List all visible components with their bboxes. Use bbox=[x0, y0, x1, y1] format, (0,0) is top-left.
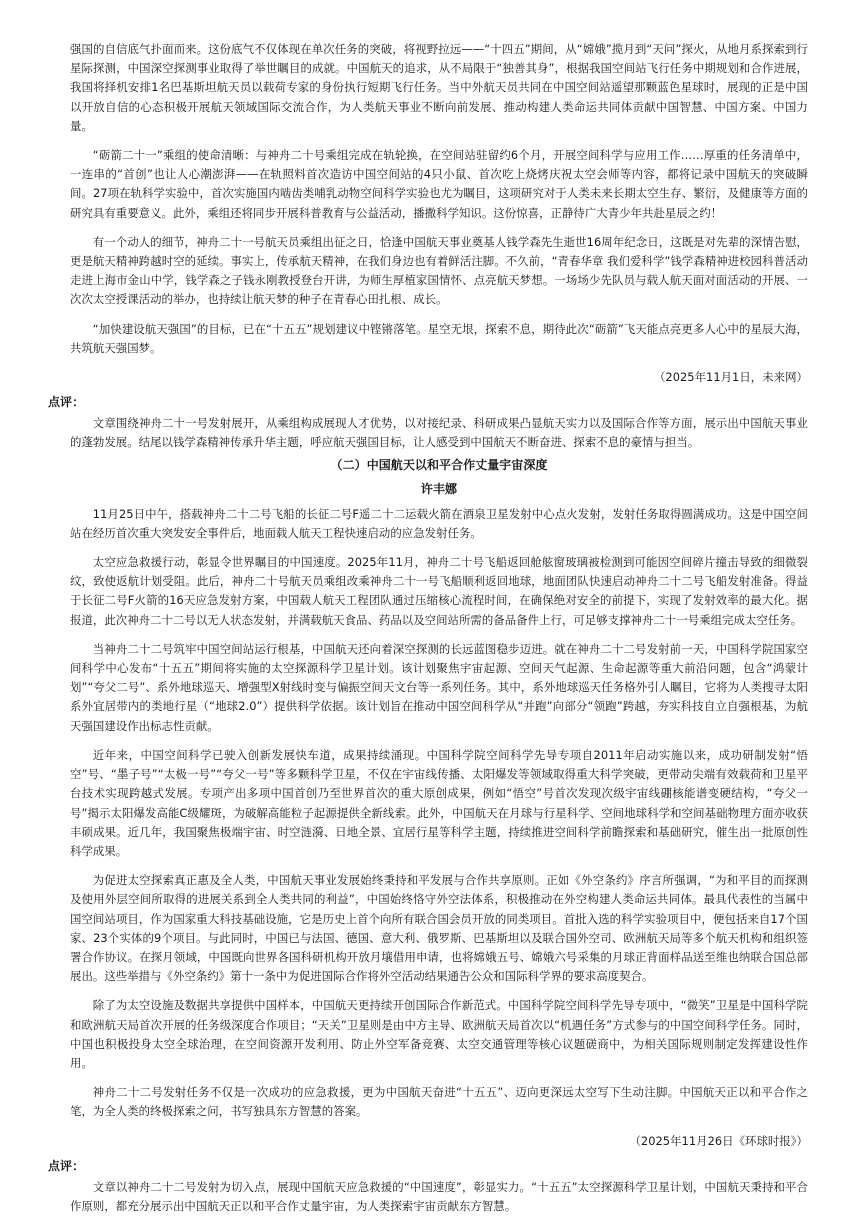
article1-comment-label: 点评： bbox=[48, 395, 85, 410]
article1-comment: 文章围绕神舟二十一号发射展开，从乘组构成展现人才优势，以对接纪录、科研成果凸显航天实力以及国际合作等方面，展示出中国航天事业的蓬勃发展。结尾以钱学森精神传承升华主题，呼应航天强国目标，让人感受到中国航天不断奋进、探索不息的豪情与担当。 bbox=[70, 416, 808, 450]
article1-paragraph-1: 强国的自信底气扑面而来。这份底气不仅体现在单次任务的突破，将视野拉远——“十四五”期间，从“嫦娥”揽月到“天问”探火，从地月系探索到行星际探测，中国深空探测事业取得了举世瞩目的成就。中国航天的追求，从不局限于“独善其身”，根据我国空间站飞行任务中期规划和合作进展，我国将择机安排1名巴基斯坦航天员以载荷专家的身份执行短期飞行任务。当中外航天员共同在中国空间站遥望那颗蓝色星球时，展现的正是中国以开放自信的心态积极开展航天领域国际交流合作，为人类航天事业不断向前发展、推动构建人类命运共同体贡献中国智慧、中国方案、中国力量。 bbox=[70, 42, 808, 133]
article2-paragraph-2: 太空应急救援行动，彰显令世界瞩目的中国速度。2025年11月，神舟二十号飞船返回舱舷窗玻璃被检测到可能因空间碎片撞击导致的细微裂纹，致使返航计划受阻。此后，神舟二十号航天员乘组改乘神舟二十一号飞船顺利返回地球，地面团队快速启动神舟二十二号飞船发射准备。得益于长征二号F火箭的16天应急发射方案，中国载人航天工程团队通过压缩核心流程时间，在确保绝对安全的前提下，实现了发射效率的最大化。据报道，此次神舟二十二号以无人状态发射，并满载航天食品、药品以及空间站所需的备品备件上行，可足够支撑神舟二十一号乘组完成太空任务。 bbox=[70, 555, 808, 627]
article2-paragraph-7: 神舟二十二号发射任务不仅是一次成功的应急救援，更为中国航天奋进“十五五”、迈向更深远太空写下生动注脚。中国航天正以和平合作之笔，为全人类的终极探索之问，书写独具东方智慧的答案。 bbox=[70, 1085, 808, 1119]
article1-paragraph-2: “砺箭二十一”乘组的使命清晰：与神舟二十号乘组完成在轨轮换，在空间站驻留约6个月，开展空间科学与应用工作……厚重的任务清单中，一连串的“首创”也让人心潮澎湃——在轨照料首次造访中国空间站的4只小鼠、首次吃上烧烤庆祝太空会师等内容，都将记录中国航天的突破瞬间。27项在轨科学实验中，首次实施国内啮齿类哺乳动物空间科学实验也尤为瞩目，这项研究对于人类未来长期太空生存、繁衍，及健康等方面的研究具有重要意义。此外，乘组还将同步开展科普教育与公益活动，播撒科学知识。这份惊喜，正静待广大青少年共赴星辰之约！ bbox=[70, 148, 808, 220]
article1-paragraph-4: “加快建设航天强国”的目标，已在“十五五”规划建议中铿锵落笔。星空无垠，探索不息，期待此次“砺箭”飞天能点亮更多人心中的星辰大海，共筑航天强国梦。 bbox=[70, 321, 808, 355]
article2-paragraph-1: 11月25日中午，搭载神舟二十二号飞船的长征二号F遥二十二运载火箭在酒泉卫星发射中心点火发射，发射任务取得圆满成功。这是中国空间站在经历首次重大突发安全事件后，地面载人航天工程快速启动的应急发射任务。 bbox=[70, 506, 808, 540]
article-section-2 bbox=[48, 455, 808, 1217]
article2-paragraph-6: 除了为太空设施及数据共享提供中国样本，中国航天更持续开创国际合作新范式。中国科学院空间科学先导专项中，“微笑”卫星是中国科学院和欧洲航天局首次开展的任务级深度合作项目；“天关”卫星则是由中方主导、欧洲航天局首次以“机遇任务”方式参与的中国空间科学任务。同时，中国也积极投身太空全球治理，在空间资源开发利用、防止外空军备竞赛、太空交通管理等核心议题磋商中，为相关国际规则制定发挥建设性作用。 bbox=[70, 998, 808, 1070]
article2-source: （2025年11月26日《环球时报》） bbox=[629, 1133, 808, 1148]
article1-paragraph-3: 有一个动人的细节，神舟二十一号航天员乘组出征之日，恰逢中国航天事业奠基人钱学森先生逝世16周年纪念日，这既是对先辈的深情告慰，更是航天精神跨越时空的延续。事实上，传承航天精神，在我们身边也有着鲜活注脚。不久前，“青春华章 我们爱科学”钱学森精神进校园科普活动走进上海市金山中学，钱学森之子钱永刚教授登台开讲，为师生厚植家国情怀、点亮航天梦想。一场场少先队员与载人航天面对面活动的开展、一次次太空授课活动的举办，也持续让航天梦的种子在青春心田扎根、成长。 bbox=[70, 234, 808, 307]
article2-author: 许丰娜 bbox=[420, 481, 458, 496]
article1-source: （2025年11月1日，未来网） bbox=[653, 370, 808, 385]
article-section-1 bbox=[48, 40, 808, 453]
article2-title: （二）中国航天以和平合作丈量宇宙深度 bbox=[330, 457, 548, 472]
article2-comment: 文章以神舟二十二号发射为切入点，展现中国航天应急救援的“中国速度”，彰显实力。“十五五”太空探源科学卫星计划，中国航天秉持和平合作原则，都充分展示出中国航天正以和平合作丈量宇宙，为人类探索宇宙贡献东方智慧。 bbox=[70, 1179, 808, 1213]
article2-paragraph-5: 为促进太空探索真正惠及全人类，中国航天事业发展始终秉持和平发展与合作共享原则。正如《外空条约》序言所强调，“为和平目的而探测及使用外层空间所取得的进展关系到全人类共同的利益”，中国始终恪守外空法体系，积极推动在外空构建人类命运共同体。最具代表性的当属中国空间站项目，作为国家重大科技基础设施，它是历史上首个向所有联合国会员开放的同类项目。首批入选的科学实验项目中，便包括来自17个国家、23个实体的9个项目。与此同时，中国已与法国、德国、意大利、俄罗斯、巴基斯坦以及联合国外空司、欧洲航天局等多个航天机构和组织签署合作协议。在探月领域，中国既向世界各国科研机构开放月壤借用申请，也将嫦娥五号、嫦娥六号采集的月球正背面样品送至维也纳联合国总部展出。这些举措与《外空条约》第十一条中为促进国际合作将外空活动结果通告公众和国际科学界的要求高度契合。 bbox=[70, 873, 808, 984]
article2-comment-label: 点评： bbox=[48, 1158, 85, 1173]
article2-paragraph-4: 近年来，中国空间科学已驶入创新发展快车道，成果持续涌现。中国科学院空间科学先导专项自2011年启动实施以来，成功研制发射“悟空”号、“墨子号”“太极一号”“夸父一号”等多颗科学卫星，不仅在宇宙线传播、太阳爆发等领域取得重大科学突破，更带动尖端有效载荷和卫星平台技术实现跨越式发展。专项产出多项中国首创乃至世界首次的重大原创成果，例如“悟空”号首次发现次级宇宙线硼核能谱变硬结构，“夸父一号”揭示太阳爆发高能C级耀斑，为破解高能粒子起源提供全新线索。此外，中国航天在月球与行星科学、空间地球科学和空间基础物理方面亦收获丰硕成果。近几年，我国聚焦极端宇宙、时空涟漪、日地全景、宜居行星等科学主题，持续推进空间科学前瞻探索和基础研究，催生出一批原创性科学成果。 bbox=[70, 747, 808, 858]
article2-paragraph-3: 当神舟二十二号筑牢中国空间站运行根基，中国航天还向着深空探测的长远蓝图稳步迈进。就在神舟二十二号发射前一天，中国科学院国家空间科学中心发布“十五五”期间将实施的太空探源科学卫星计划。该计划聚焦宇宙起源、空间天气起源、生命起源等重大前沿问题，包含“鸿蒙计划”“夸父二号”、系外地球巡天、增强型X射线时变与偏振空间天文台等一系列任务。其中，系外地球巡天任务格外引人瞩目，它将为人类搜寻太阳系外宜居带内的类地行星（“地球2.0”）提供科学依据。该计划旨在推动中国空间科学从“并跑”向部分“领跑”跨越，夯实科技自立自强根基，为航天强国建设作出标志性贡献。 bbox=[70, 641, 808, 733]
